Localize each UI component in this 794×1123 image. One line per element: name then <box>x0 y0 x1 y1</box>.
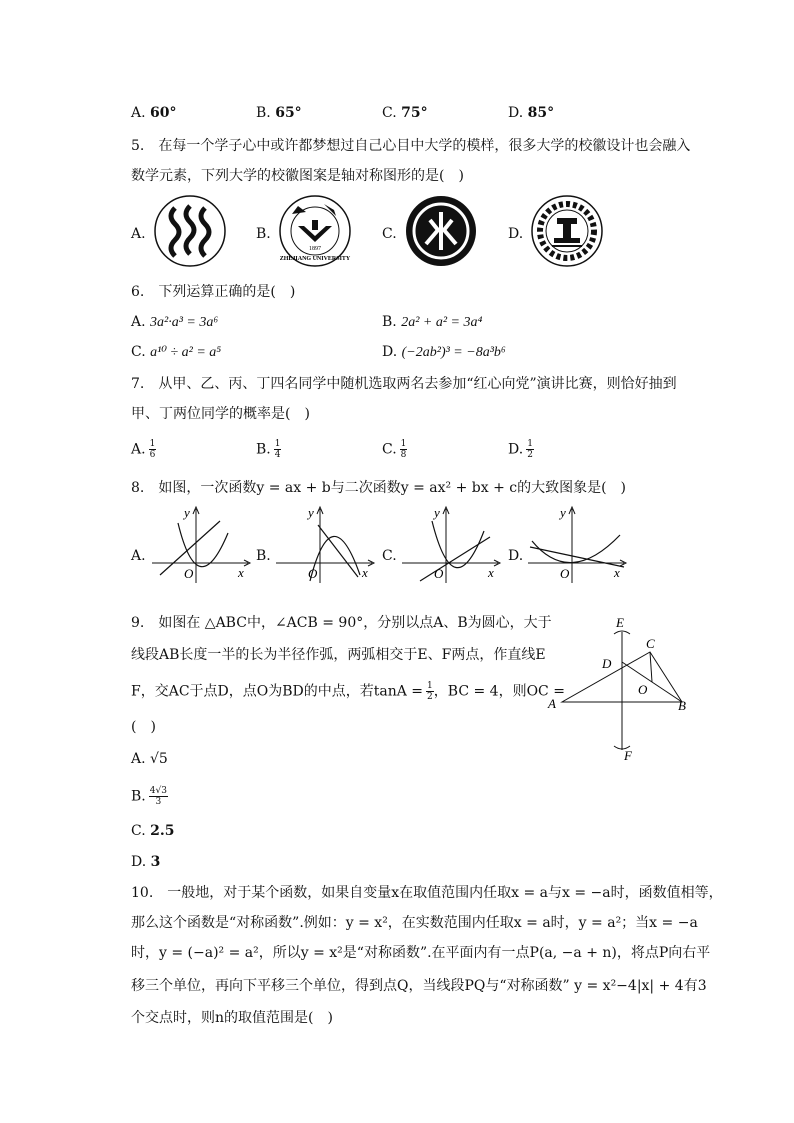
q8-option-b-label[interactable]: B. <box>256 548 271 564</box>
axis-x-label: x <box>488 565 494 580</box>
q9-line3-part-a: F，交AC于点D，点O为BD的中点，若tanA = <box>131 683 424 700</box>
q5-stem-line1: 5. 在每一个学子心中或许都梦想过自己心目中大学的模样，很多大学的校徽设计也会融入 <box>131 138 691 154</box>
zhejiang-university-emblem-icon[interactable] <box>278 194 352 268</box>
q9-option-c[interactable] <box>131 822 174 840</box>
option-expr: 2a² + a² = 3a⁴ <box>401 315 483 330</box>
option-expr: 3a²·a³ = 3a⁶ <box>150 315 219 330</box>
q8-option-d-label[interactable]: D. <box>508 548 524 564</box>
option-fraction: $\frac{1}{6}$ <box>149 439 156 460</box>
option-letter: C. <box>382 105 397 121</box>
q9-option-d[interactable] <box>131 853 160 871</box>
q9-option-a[interactable] <box>131 750 168 768</box>
option-fraction: $\frac{4√3}{3}$ <box>149 786 167 807</box>
q8-graph-c[interactable] <box>398 505 503 585</box>
q5-option-a-label[interactable]: A. <box>131 226 146 242</box>
q4-option-b[interactable] <box>256 104 302 122</box>
option-letter: C. <box>382 441 397 458</box>
origin-label: O <box>434 566 444 581</box>
q6-option-c[interactable] <box>131 343 221 362</box>
option-letter: A. <box>131 441 146 458</box>
option-letter: A. <box>131 105 146 121</box>
label-o: O <box>638 682 648 697</box>
q7-option-c[interactable] <box>382 439 407 460</box>
q6-option-d[interactable] <box>382 343 506 362</box>
label-d: D <box>602 656 612 671</box>
origin-label: O <box>560 566 570 581</box>
label-f: F <box>624 748 632 763</box>
axis-y-label: y <box>560 505 566 520</box>
option-fraction: $\frac{1}{4}$ <box>274 439 281 460</box>
q10-stem-line5: 个交点时，则n的取值范围是( ) <box>131 1010 333 1026</box>
option-expr: a¹⁰ ÷ a² = a⁵ <box>150 345 222 360</box>
q4-option-a[interactable] <box>131 104 177 122</box>
option-letter: B. <box>131 788 146 805</box>
axis-x-label: x <box>238 565 244 580</box>
option-letter: D. <box>508 441 524 458</box>
q8-graph-a[interactable] <box>148 505 253 585</box>
q9-stem-line3 <box>131 681 565 702</box>
option-letter: D. <box>131 854 147 870</box>
q4-option-c[interactable] <box>382 104 428 122</box>
q10-stem-line2: 那么这个函数是“对称函数”.例如：y = x²，在实数范围内任取x = a时，y = a²；当x = −a <box>131 915 698 931</box>
q6-option-b[interactable] <box>382 313 482 332</box>
q9-line3-part-b: ，BC = 4，则OC = <box>433 683 565 700</box>
option-letter: B. <box>256 441 271 458</box>
label-a: A <box>548 696 556 711</box>
option-fraction: $\frac{1}{8}$ <box>400 439 407 460</box>
axis-y-label: y <box>308 505 314 520</box>
emblem-text: ZHEJIANG UNIVERSITY <box>279 256 351 262</box>
option-text: 3 <box>150 854 161 870</box>
option-letter: B. <box>256 105 271 121</box>
q8-graph-b[interactable] <box>272 505 377 585</box>
origin-label: O <box>184 566 194 581</box>
axis-y-label: y <box>434 505 440 520</box>
q9-tan-fraction: $\frac{1}{2}$ <box>427 681 433 702</box>
option-letter: D. <box>382 344 398 360</box>
option-letter: C. <box>131 823 146 839</box>
q8-option-c-label[interactable]: C. <box>382 548 397 564</box>
option-text: 75° <box>401 105 428 121</box>
q6-stem: 6. 下列运算正确的是( ) <box>131 284 296 300</box>
q5-option-c-label[interactable]: C. <box>382 226 397 242</box>
q9-triangle-figure <box>542 612 692 772</box>
option-expr: (−2ab²)³ = −8a³b⁶ <box>401 345 506 360</box>
q7-option-b[interactable] <box>256 439 281 460</box>
option-letter: C. <box>131 344 146 360</box>
q10-stem-line3: 时，y = (−a)² = a²，所以y = x²是“对称函数”.在平面内有一点P(a, −a + n)，将点P向右平 <box>131 945 711 961</box>
q5-option-b-label[interactable]: B. <box>256 226 271 242</box>
q8-graph-d[interactable] <box>524 505 629 585</box>
q9-stem-line4: ( ) <box>131 719 156 735</box>
q7-stem-line1: 7. 从甲、乙、丙、丁四名同学中随机选取两名去参加“红心向党”演讲比赛，则恰好抽到 <box>131 376 677 392</box>
label-b: B <box>678 698 686 713</box>
q9-stem-line2: 线段AB长度一半的长为半径作弧，两弧相交于E、F两点，作直线E <box>131 647 546 663</box>
q7-option-a[interactable] <box>131 439 156 460</box>
axis-x-label: x <box>362 565 368 580</box>
axis-x-label: x <box>614 565 620 580</box>
q8-stem: 8. 如图，一次函数y = ax + b与二次函数y = ax² + bx + c的大致图象是( ) <box>131 480 627 496</box>
gear-emblem-icon[interactable] <box>530 194 604 268</box>
q5-stem-line2: 数学元素，下列大学的校徽图案是轴对称图形的是( ) <box>131 168 464 184</box>
q7-stem-line2: 甲、丁两位同学的概率是( ) <box>131 406 310 422</box>
option-text: 85° <box>527 105 555 121</box>
axis-y-label: y <box>184 505 190 520</box>
q9-option-b[interactable] <box>131 786 168 807</box>
q4-option-d[interactable] <box>508 104 554 122</box>
wavy-lines-emblem-icon[interactable] <box>153 194 227 268</box>
option-letter: A. <box>131 751 146 767</box>
option-text: 65° <box>275 105 302 121</box>
q6-option-a[interactable] <box>131 313 218 332</box>
emblem-year: 1897 <box>309 246 321 252</box>
option-text: 60° <box>150 105 177 121</box>
label-c: C <box>646 636 655 651</box>
option-text: 2.5 <box>150 823 175 839</box>
q10-stem-line1: 10. 一般地，对于某个函数，如果自变量x在取值范围内任取x = a与x = −a时，函数值相等， <box>131 885 723 901</box>
q5-option-d-label[interactable]: D. <box>508 226 524 242</box>
option-letter: A. <box>131 314 146 330</box>
peking-university-emblem-icon[interactable] <box>404 194 478 268</box>
option-letter: D. <box>508 105 524 121</box>
option-fraction: $\frac{1}{2}$ <box>527 439 533 460</box>
option-letter: B. <box>382 314 397 330</box>
q9-stem-line1: 9. 如图在 △ABC中，∠ACB = 90°，分别以点A、B为圆心，大于 <box>131 615 552 631</box>
label-e: E <box>616 615 624 630</box>
option-text: √5 <box>150 751 168 767</box>
origin-label: O <box>308 566 318 581</box>
q8-option-a-label[interactable]: A. <box>131 548 146 564</box>
q10-stem-line4: 移三个单位，再向下平移三个单位，得到点Q，当线段PQ与“对称函数” y = x²−4|x| + 4有3 <box>131 978 707 994</box>
q7-option-d[interactable] <box>508 439 534 460</box>
